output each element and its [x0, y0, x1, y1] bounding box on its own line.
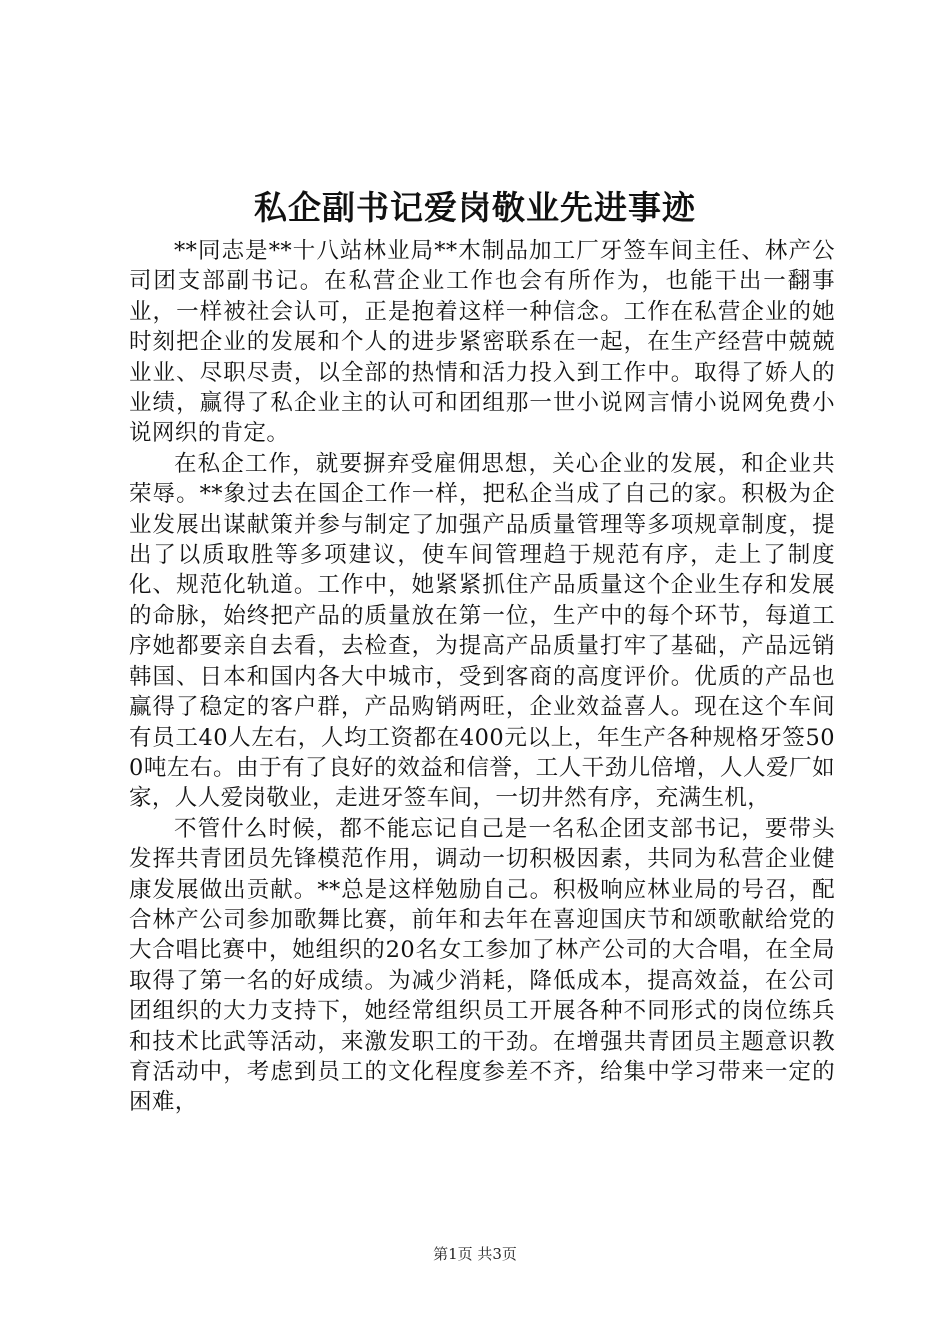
document-body: [129, 236, 835, 1118]
paragraph-3: 不管什么时候，都不能忘记自己是一名私企团支部书记，要带头发挥共青团员先锋模范作用，调动一切积极因素，共同为私营企业健康发展做出贡献。**总是这样勉励自己。积极响应林业局的号召，配合林产公司参加歌舞比赛，前年和去年在喜迎国庆节和颂歌献给党的大合唱比赛中，她组织的20名女工参加了林产公司的大合唱，在全局取得了第一名的好成绩。为减少消耗，降低成本，提高效益，在公司团组织的大力支持下，她经常组织员工开展各种不同形式的岗位练兵和技术比武等活动，来激发职工的干劲。在增强共青团员主题意识教育活动中，考虑到员工的文化程度参差不齐，给集中学习带来一定的困难，: [129, 815, 835, 1116]
document-title: 私企副书记爱岗敬业先进事迹: [254, 188, 696, 227]
page-number-footer: 第1页 共3页: [433, 1245, 517, 1263]
paragraph-1: **同志是**十八站林业局**木制品加工厂牙签车间主任、林产公司团支部副书记。在私营企业工作也会有所作为，也能干出一翻事业，一样被社会认可，正是抱着这样一种信念。工作在私营企业的她时刻把企业的发展和个人的进步紧密联系在一起，在生产经营中兢兢业业、尽职尽责，以全部的热情和活力投入到工作中。取得了娇人的业绩，赢得了私企业主的认可和团组那一世小说网言情小说网免费小说网织的肯定。: [129, 238, 835, 447]
paragraph-2: 在私企工作，就要摒弃受雇佣思想，关心企业的发展，和企业共荣辱。**象过去在国企工作一样，把私企当成了自己的家。积极为企业发展出谋献策并参与制定了加强产品质量管理等多项规章制度，提出了以质取胜等多项建议，使车间管理趋于规范有序，走上了制度化、规范化轨道。工作中，她紧紧抓住产品质量这个企业生存和发展的命脉，始终把产品的质量放在第一位，生产中的每个环节，每道工序她都要亲自去看，去检查，为提高产品质量打牢了基础，产品远销韩国、日本和国内各大中城市，受到客商的高度评价。优质的产品也赢得了稳定的客户群，产品购销两旺，企业效益喜人。现在这个车间有员工40人左右，人均工资都在400元以上，年生产各种规格牙签500吨左右。由于有了良好的效益和信誉，工人干劲儿倍增，人人爱厂如家，人人爱岗敬业，走进牙签车间，一切井然有序，充满生机，: [129, 450, 835, 812]
